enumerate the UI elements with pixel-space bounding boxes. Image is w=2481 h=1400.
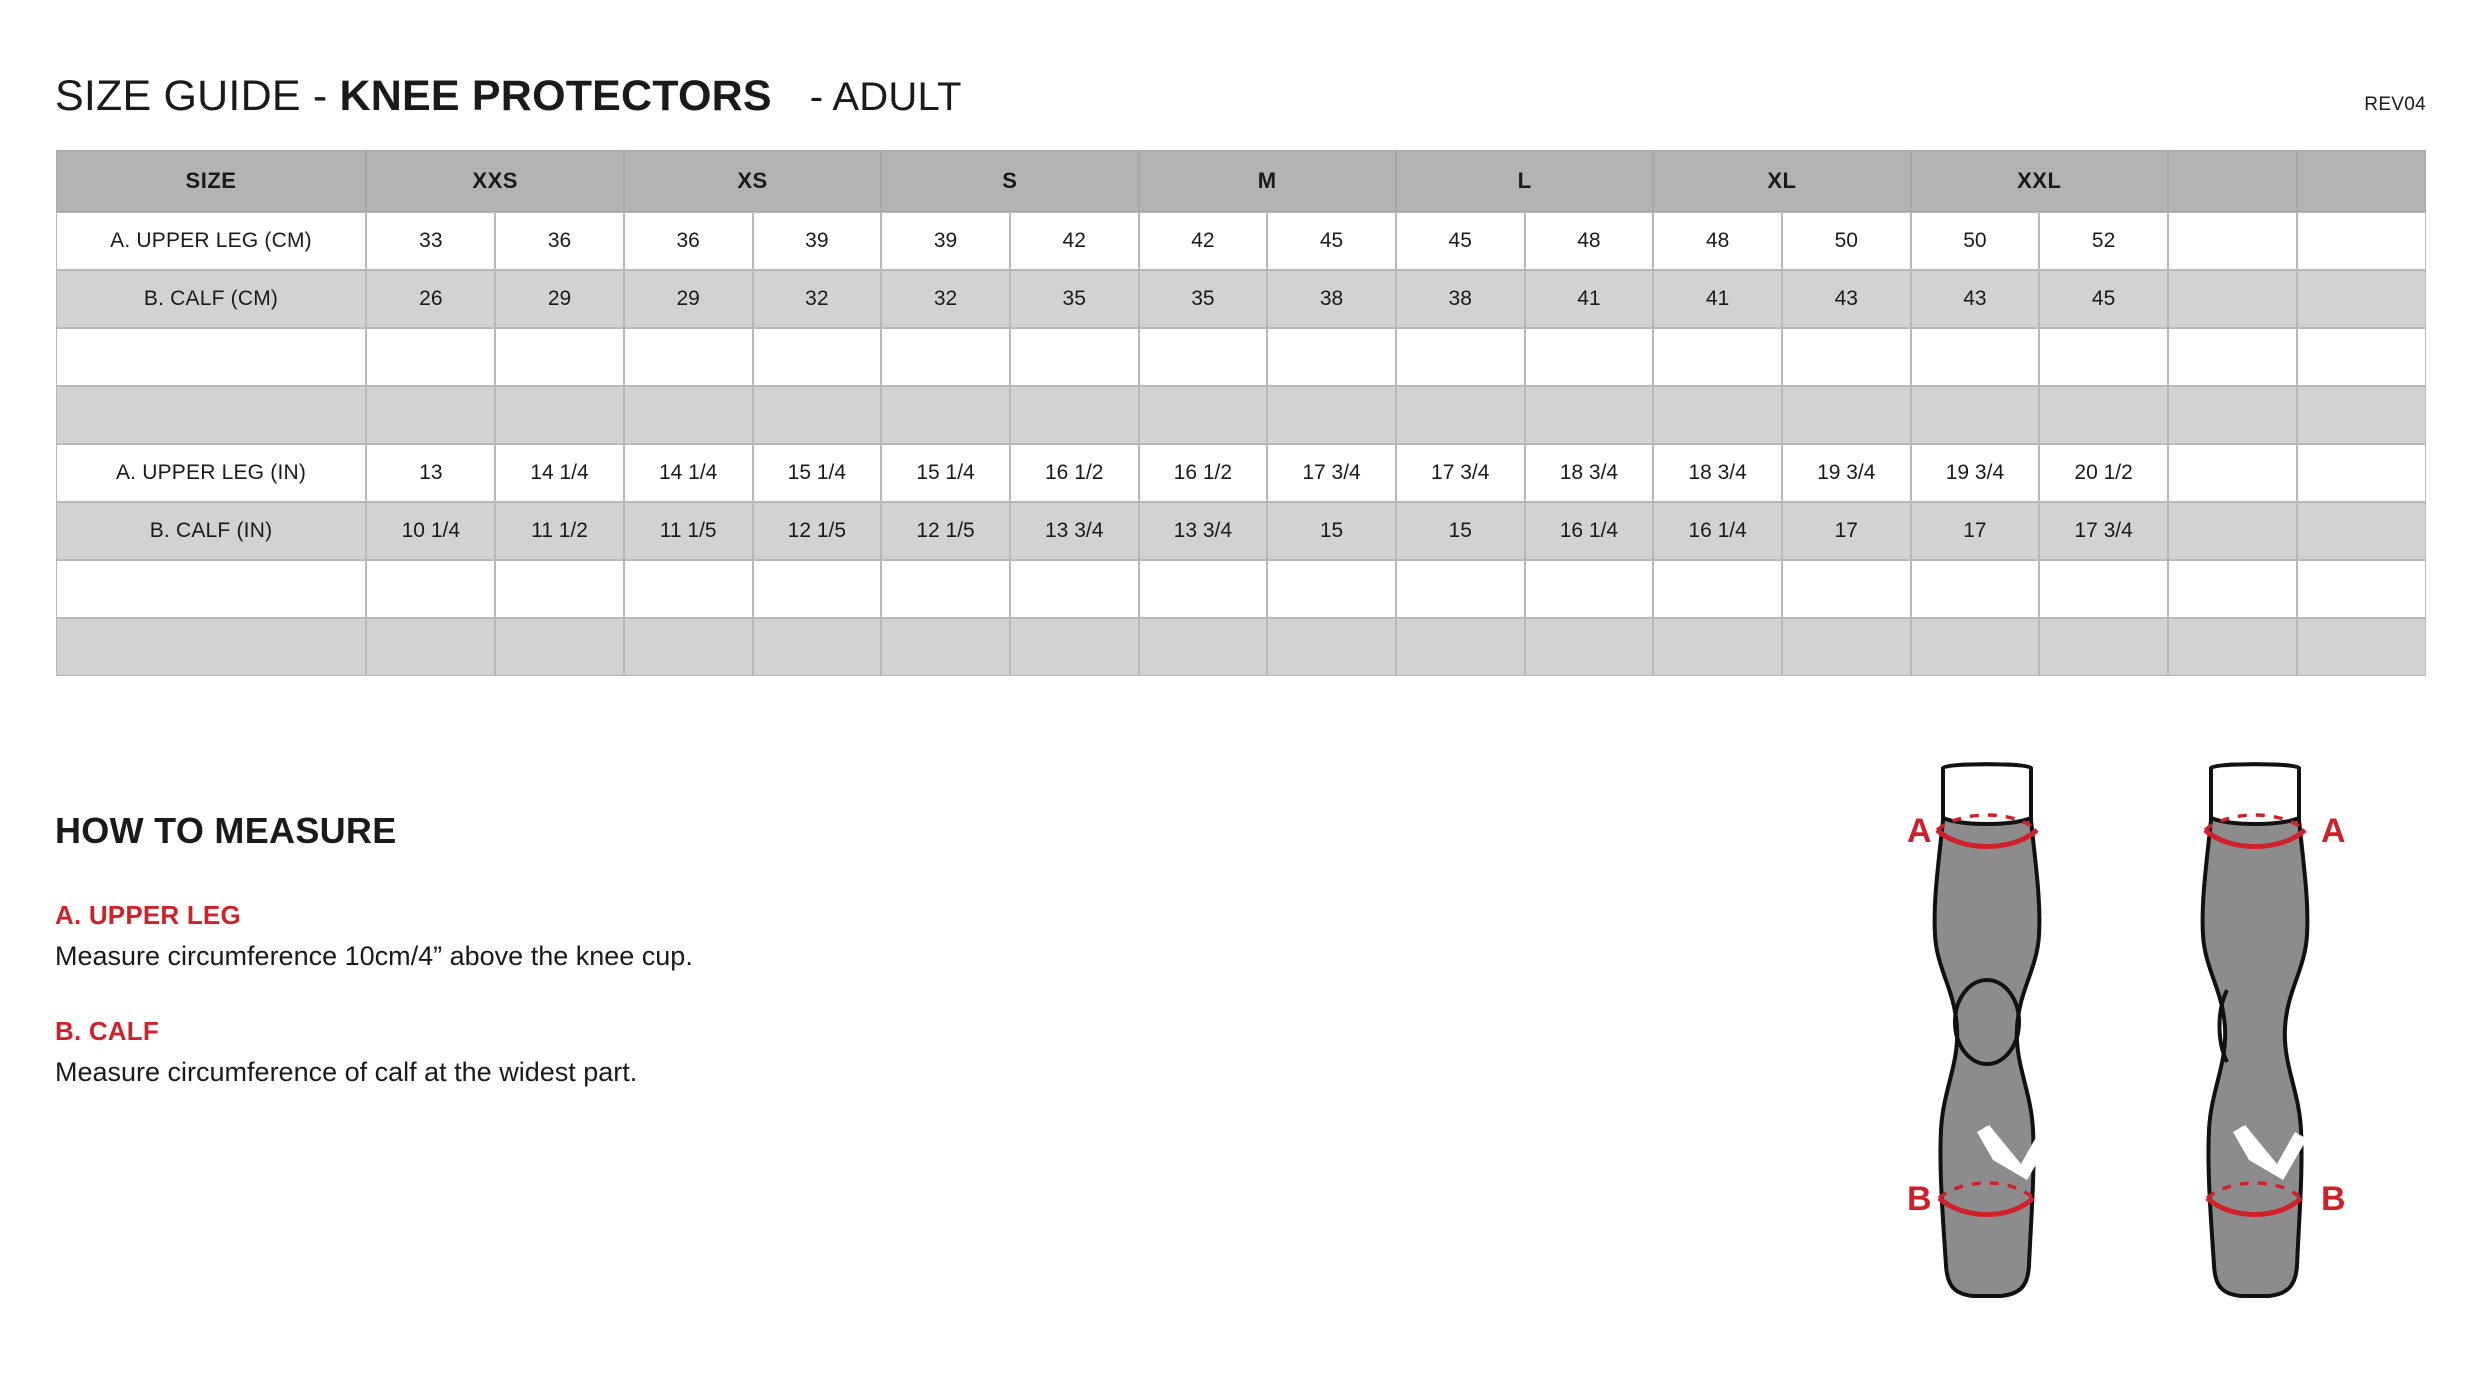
table-cell: 41 (1525, 270, 1654, 328)
table-header-empty-1 (2168, 150, 2297, 212)
table-cell (1525, 386, 1654, 444)
measure-heading: A. UPPER LEG (55, 900, 241, 930)
how-to-measure-title: HOW TO MEASURE (55, 810, 397, 851)
table-cell: 12 1/5 (753, 502, 882, 560)
measure-item-calf (55, 1016, 1355, 1088)
row-label (56, 328, 367, 386)
row-label (56, 618, 367, 676)
table-row (56, 560, 2426, 618)
table-cell (624, 328, 753, 386)
table-cell: 18 3/4 (1653, 444, 1782, 502)
measure-description: Measure circumference 10cm/4” above the knee cup. (55, 941, 693, 971)
table-row (56, 444, 2426, 502)
row-label: B. CALF (CM) (56, 270, 367, 328)
table-cell: 48 (1653, 212, 1782, 270)
table-cell (2297, 560, 2426, 618)
table-cell (495, 560, 624, 618)
revision-label: REV04 (2364, 94, 2426, 115)
table-cell (753, 328, 882, 386)
table-cell (753, 618, 882, 676)
knee-protector-illustration (1881, 760, 2421, 1320)
table-cell (1396, 328, 1525, 386)
table-cell: 41 (1653, 270, 1782, 328)
table-cell (1911, 386, 2040, 444)
table-cell (881, 618, 1010, 676)
table-cell (2297, 502, 2426, 560)
table-row (56, 386, 2426, 444)
table-cell: 11 1/2 (495, 502, 624, 560)
table-cell: 17 (1911, 502, 2040, 560)
table-cell (1139, 386, 1268, 444)
table-cell: 17 3/4 (2039, 502, 2168, 560)
page-title-product: KNEE PROTECTORS (339, 72, 772, 120)
table-header-xs: XS (624, 150, 881, 212)
table-cell (2168, 618, 2297, 676)
row-label: A. UPPER LEG (IN) (56, 444, 367, 502)
measure-description: Measure circumference of calf at the widest part. (55, 1057, 638, 1087)
table-cell (2168, 328, 2297, 386)
table-cell (1267, 328, 1396, 386)
table-cell (495, 386, 624, 444)
table-cell (1139, 618, 1268, 676)
table-cell: 15 (1267, 502, 1396, 560)
table-cell (624, 386, 753, 444)
table-cell (2297, 212, 2426, 270)
table-cell (1653, 386, 1782, 444)
table-cell (881, 560, 1010, 618)
table-cell (1653, 560, 1782, 618)
label-b-right: B (2321, 1180, 2346, 1218)
table-cell (2039, 328, 2168, 386)
table-cell: 52 (2039, 212, 2168, 270)
table-cell: 17 3/4 (1396, 444, 1525, 502)
table-cell (1396, 386, 1525, 444)
table-cell (495, 618, 624, 676)
table-cell (2168, 212, 2297, 270)
table-cell (2297, 328, 2426, 386)
table-cell (1653, 618, 1782, 676)
table-cell: 19 3/4 (1782, 444, 1911, 502)
left-leg-illustration (1907, 764, 2051, 1296)
table-cell (1267, 560, 1396, 618)
table-row (56, 212, 2426, 270)
table-cell: 38 (1267, 270, 1396, 328)
table-header-xxs: XXS (366, 150, 623, 212)
table-cell (2168, 270, 2297, 328)
table-cell: 29 (624, 270, 753, 328)
table-header-empty-2 (2297, 150, 2426, 212)
table-cell: 50 (1782, 212, 1911, 270)
table-cell: 45 (2039, 270, 2168, 328)
table-header-s: S (881, 150, 1138, 212)
table-cell (1653, 328, 1782, 386)
table-cell (1782, 328, 1911, 386)
table-cell: 32 (881, 270, 1010, 328)
table-cell (2039, 618, 2168, 676)
table-cell (1782, 618, 1911, 676)
table-cell (1782, 386, 1911, 444)
table-cell: 15 (1396, 502, 1525, 560)
table-cell: 48 (1525, 212, 1654, 270)
label-a-right: A (2321, 812, 2346, 850)
table-cell: 17 (1782, 502, 1911, 560)
measure-item-upper-leg (55, 900, 1355, 972)
table-row (56, 328, 2426, 386)
table-cell: 45 (1267, 212, 1396, 270)
table-cell: 43 (1911, 270, 2040, 328)
page-header (55, 0, 2426, 121)
table-header-row (56, 150, 2426, 212)
table-cell: 33 (366, 212, 495, 270)
page-title-prefix: SIZE GUIDE - (55, 72, 340, 120)
table-cell: 29 (495, 270, 624, 328)
table-cell (1396, 618, 1525, 676)
table-cell: 42 (1139, 212, 1268, 270)
table-cell: 15 1/4 (881, 444, 1010, 502)
table-cell (753, 560, 882, 618)
table-cell (2039, 560, 2168, 618)
measure-heading: B. CALF (55, 1016, 159, 1046)
table-cell (1010, 560, 1139, 618)
table-cell (2297, 270, 2426, 328)
table-cell: 14 1/4 (624, 444, 753, 502)
size-table (55, 149, 2426, 676)
page-title-audience: - ADULT (809, 75, 962, 119)
table-cell (366, 328, 495, 386)
right-leg-illustration (2203, 764, 2346, 1296)
table-cell (495, 328, 624, 386)
table-cell (1911, 328, 2040, 386)
table-cell: 16 1/2 (1139, 444, 1268, 502)
table-cell (1139, 560, 1268, 618)
table-header-xl: XL (1653, 150, 1910, 212)
table-cell (1525, 560, 1654, 618)
table-cell (2297, 618, 2426, 676)
label-b-left: B (1907, 1180, 1932, 1218)
table-cell (1525, 618, 1654, 676)
table-cell: 39 (753, 212, 882, 270)
table-cell: 38 (1396, 270, 1525, 328)
row-label (56, 560, 367, 618)
table-cell (1267, 386, 1396, 444)
table-cell (2168, 444, 2297, 502)
row-label: A. UPPER LEG (CM) (56, 212, 367, 270)
table-cell: 32 (753, 270, 882, 328)
table-cell (2168, 502, 2297, 560)
table-row (56, 270, 2426, 328)
table-cell: 16 1/2 (1010, 444, 1139, 502)
table-header-l: L (1396, 150, 1653, 212)
row-label (56, 386, 367, 444)
size-table-wrapper (55, 149, 2426, 676)
table-cell: 14 1/4 (495, 444, 624, 502)
table-cell: 13 (366, 444, 495, 502)
table-cell (2168, 560, 2297, 618)
table-cell: 10 1/4 (366, 502, 495, 560)
table-cell: 11 1/5 (624, 502, 753, 560)
table-cell (366, 560, 495, 618)
table-cell: 19 3/4 (1911, 444, 2040, 502)
table-cell (1267, 618, 1396, 676)
table-row (56, 502, 2426, 560)
table-cell (624, 618, 753, 676)
table-cell (1010, 618, 1139, 676)
table-cell: 35 (1010, 270, 1139, 328)
table-cell: 15 1/4 (753, 444, 882, 502)
table-cell: 36 (624, 212, 753, 270)
label-a-left: A (1907, 812, 1932, 850)
table-cell (1139, 328, 1268, 386)
table-cell (2297, 386, 2426, 444)
table-cell (1782, 560, 1911, 618)
table-cell (2168, 386, 2297, 444)
table-cell: 42 (1010, 212, 1139, 270)
table-header-xxl: XXL (1911, 150, 2168, 212)
table-cell: 16 1/4 (1653, 502, 1782, 560)
page-title (55, 72, 962, 121)
table-cell (881, 328, 1010, 386)
table-cell (753, 386, 882, 444)
row-label: B. CALF (IN) (56, 502, 367, 560)
table-cell: 13 3/4 (1010, 502, 1139, 560)
table-cell (1911, 560, 2040, 618)
table-cell: 18 3/4 (1525, 444, 1654, 502)
table-cell (2039, 386, 2168, 444)
table-cell: 12 1/5 (881, 502, 1010, 560)
table-cell (1396, 560, 1525, 618)
table-cell (1010, 386, 1139, 444)
table-cell: 45 (1396, 212, 1525, 270)
table-cell (1911, 618, 2040, 676)
table-cell (1010, 328, 1139, 386)
table-cell: 16 1/4 (1525, 502, 1654, 560)
table-cell: 39 (881, 212, 1010, 270)
table-cell: 43 (1782, 270, 1911, 328)
table-cell: 36 (495, 212, 624, 270)
table-cell: 20 1/2 (2039, 444, 2168, 502)
table-cell: 35 (1139, 270, 1268, 328)
table-header-size: SIZE (56, 150, 367, 212)
table-row (56, 618, 2426, 676)
table-cell: 17 3/4 (1267, 444, 1396, 502)
table-header-m: M (1139, 150, 1396, 212)
table-cell (2297, 444, 2426, 502)
table-cell (1525, 328, 1654, 386)
table-cell (624, 560, 753, 618)
table-cell (366, 386, 495, 444)
table-cell (366, 618, 495, 676)
table-cell: 50 (1911, 212, 2040, 270)
table-cell: 13 3/4 (1139, 502, 1268, 560)
table-cell: 26 (366, 270, 495, 328)
how-to-measure-section (55, 810, 1355, 1132)
table-cell (881, 386, 1010, 444)
